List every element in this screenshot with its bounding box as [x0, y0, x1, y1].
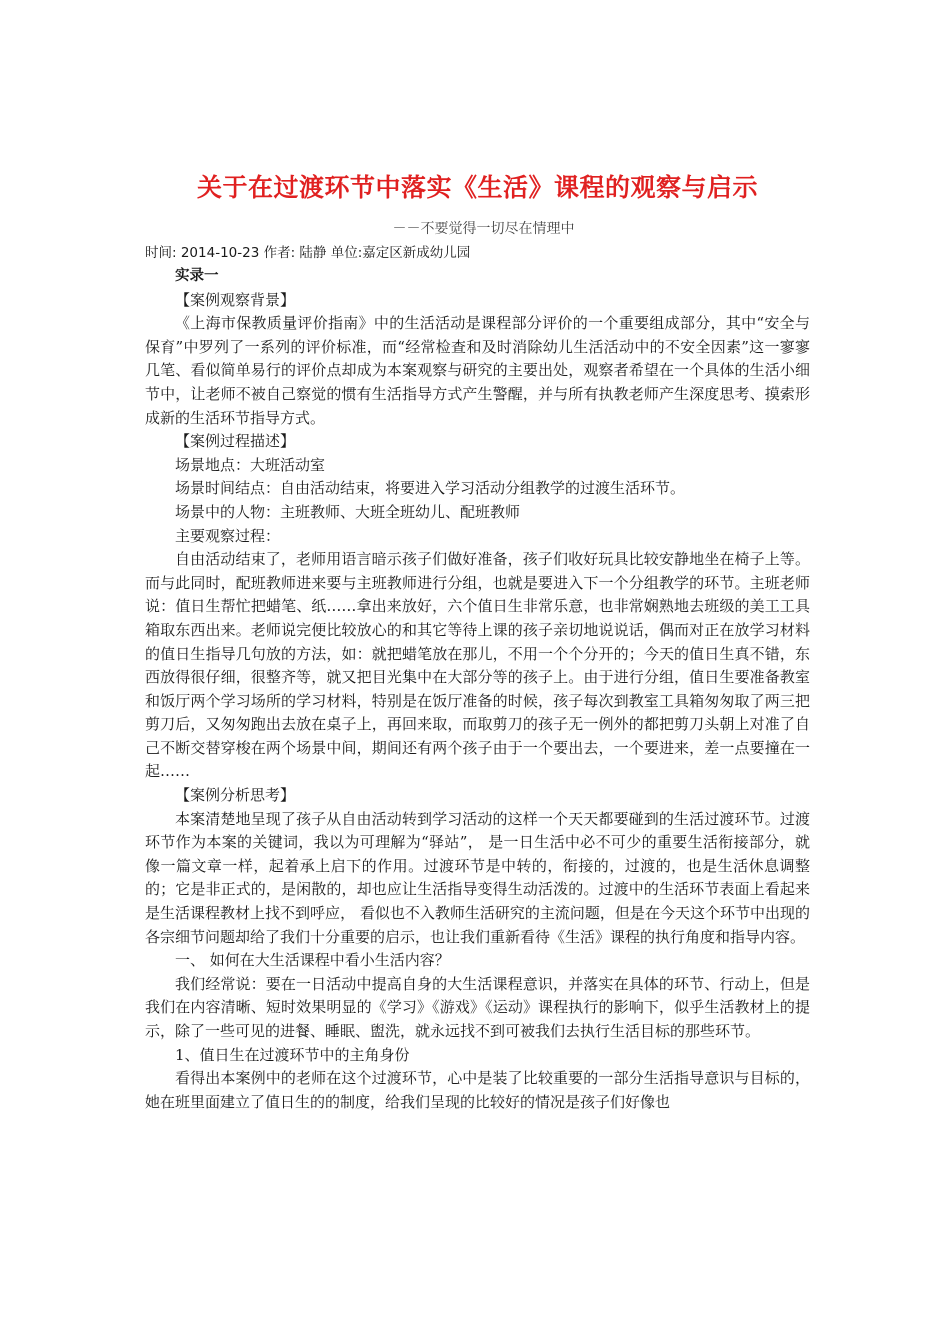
section-heading-background: 【案例观察背景】: [175, 290, 296, 309]
paragraph: 本案清楚地呈现了孩子从自由活动转到学习活动的这样一个天天都要碰到的生活过渡环节。过渡环节作为本案的关键词，我以为可理解为“驿站”， 是一日生活中必不可少的重要生活衔接部分，就像一篇文章一样，起着承上启下的作用。过渡环节是中转的，衔接的，过渡的，也是生活休息调整的；它是非正式的，是闲散的，却也应让生活指导变得生动活泼的。过渡中的生活环节表面上看起来是生活课程教材上找不到呼应， 看似也不入教师生活研究的主流问题，但是在今天这个环节中出现的各宗细节问题却给了我们十分重要的启示，也让我们重新看待《生活》课程的执行角度和指导内容。: [145, 809, 810, 946]
section-heading-analysis: 【案例分析思考】: [175, 786, 296, 805]
section-heading-process: 【案例过程描述】: [175, 432, 296, 451]
document-title: 关于在过渡环节中落实《生活》课程的观察与启示: [196, 173, 758, 202]
paragraph: 看得出本案例中的老师在这个过渡环节，心中是装了比较重要的一部分生活指导意识与目标的，她在班里面建立了值日生的的制度，给我们呈现的比较好的情况是孩子们好像也: [145, 1069, 810, 1111]
subsection-heading: 1、值日生在过渡环节中的主角身份: [175, 1045, 410, 1064]
paragraph: 《上海市保教质量评价指南》中的生活活动是课程部分评价的一个重要组成部分，其中“安全与保育”中罗列了一系列的评价标准，而“经常检查和及时消除幼儿生活活动中的不安全因素”这一寥寥几笔、看似简单易行的评价点却成为本案观察与研究的主要出处，观察者希望在一个具体的生活小细节中，让老师不被自己察觉的惯有生活指导方式产生警醒，并与所有执教老师产生深度思考、摸索形成新的生活环节指导方式。: [145, 314, 810, 427]
document-meta: 时间: 2014-10-23 作者: 陆静 单位:嘉定区新成幼儿园: [145, 245, 471, 261]
document-subtitle: －－不要觉得一切尽在情理中: [392, 221, 575, 237]
paragraph: 我们经常说：要在一日活动中提高自身的大生活课程意识，并落实在具体的环节、行动上，但是我们在内容清晰、短时效果明显的《学习》《游戏》《运动》课程执行的影响下，似乎生活教材上的提示，除了一些可见的进餐、睡眠、盥洗，就永远找不到可被我们去执行生活目标的那些环节。: [145, 974, 810, 1040]
paragraph: 主要观察过程：: [175, 526, 281, 545]
paragraph: 场景时间结点：自由活动结束，将要进入学习活动分组教学的过渡生活环节。: [175, 479, 686, 498]
paragraph: 自由活动结束了，老师用语言暗示孩子们做好准备，孩子们收好玩具比较安静地坐在椅子上等。而与此同时，配班教师进来要与主班教师进行分组，也就是要进入下一个分组教学的环节。主班老师说：值日生帮忙把蜡笔、纸……拿出来放好，六个值日生非常乐意，也非常娴熟地去班级的美工工具箱取东西出来。老师说完便比较放心的和其它等待上课的孩子亲切地说说话，偶而对正在放学习材料的值日生指导几句放的方法，如：就把蜡笔放在那儿，不用一个个分开的；今天的值日生真不错，东西放得很仔细，很整齐等，就又把目光集中在大部分等的孩子上。由于进行分组，值日生要准备教室和饭厅两个学习场所的学习材料，特别是在饭厅准备的时候，孩子每次到教室工具箱匆匆取了两三把剪刀后，又匆匆跑出去放在桌子上，再回来取，而取剪刀的孩子无一例外的都把剪刀头朝上对准了自己不断交替穿梭在两个场景中间，期间还有两个孩子由于一个要出去，一个要进来，差一点要撞在一起……: [145, 550, 810, 781]
subsection-heading: 一、 如何在大生活课程中看小生活内容？: [175, 951, 450, 970]
document-page: [145, 168, 810, 1114]
paragraph: 场景地点：大班活动室: [175, 455, 326, 474]
paragraph: 场景中的人物：主班教师、大班全班幼儿、配班教师: [175, 502, 521, 521]
record-heading: 实录一: [175, 268, 219, 284]
